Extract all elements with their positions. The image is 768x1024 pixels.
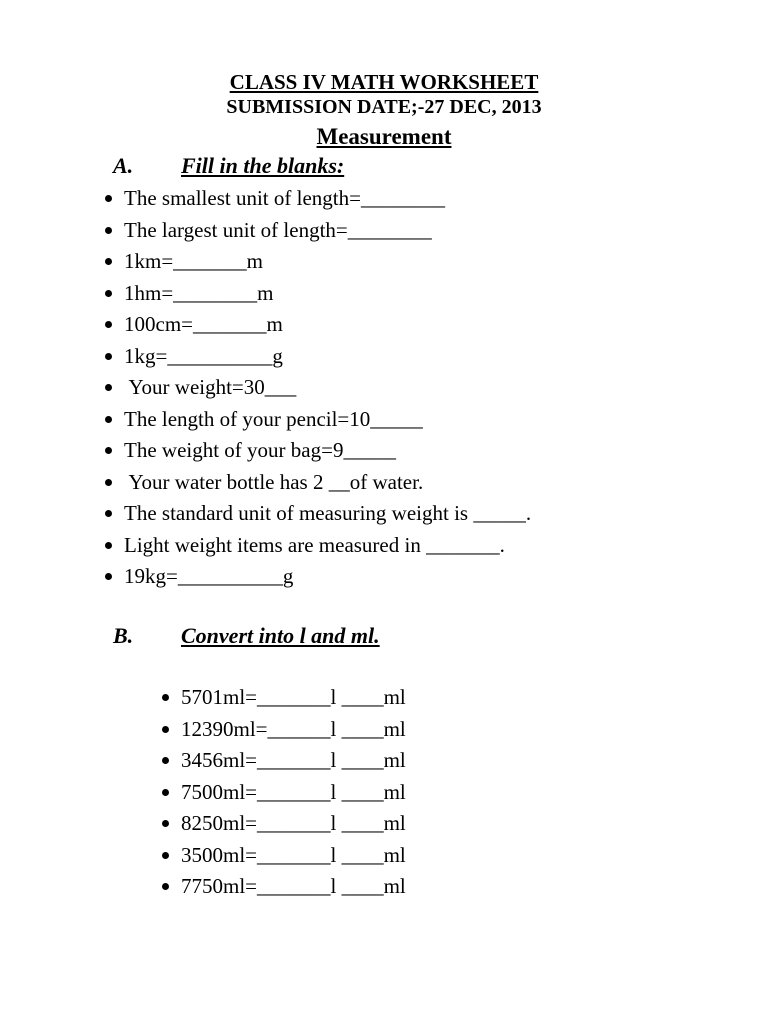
bullet-icon [162,883,169,890]
bullet-icon [105,416,112,423]
bullet-icon [105,510,112,517]
list-item [124,341,531,373]
section-b-list [181,682,406,903]
list-item [124,278,531,310]
bullet-icon [162,789,169,796]
list-item-text: Your water bottle has 2 __of water. [124,469,424,494]
bullet-icon [105,353,112,360]
topic-title: Measurement [316,124,452,149]
bullet-icon [105,227,112,234]
list-item [181,840,406,872]
section-b-title: Convert into l and ml. [181,623,380,648]
section-a-list [124,183,531,593]
bullet-icon [105,479,112,486]
list-item-text: 1kg=__________g [124,343,283,368]
list-item-text: 7500ml=_______l ____ml [181,779,406,804]
list-item [124,215,531,247]
list-item [181,745,406,777]
list-item-text: 12390ml=______l ____ml [181,716,406,741]
list-item [124,372,531,404]
list-item-text: The length of your pencil=10_____ [124,406,423,431]
list-item [124,404,531,436]
list-item [124,467,531,499]
bullet-icon [162,757,169,764]
list-item-text: 3500ml=_______l ____ml [181,842,406,867]
list-item [181,808,406,840]
list-item [124,498,531,530]
list-item [124,435,531,467]
list-item [124,561,531,593]
bullet-icon [105,447,112,454]
section-a-letter: A. [113,153,134,178]
list-item [181,682,406,714]
list-item-text: The standard unit of measuring weight is _____. [124,501,532,525]
list-item [124,309,531,341]
list-item-text: 5701ml=_______l ____ml [181,685,406,709]
bullet-icon [162,726,169,733]
bullet-icon [105,258,112,265]
list-item [124,530,531,562]
list-item-text: Your weight=30___ [124,375,297,399]
bullet-icon [105,542,112,549]
list-item-text: 19kg=__________g [124,564,294,588]
submission-date: SUBMISSION DATE;-27 DEC, 2013 [226,96,542,118]
bullet-icon [162,694,169,701]
bullet-icon [162,820,169,827]
list-item-text: Light weight items are measured in _______. [124,532,505,557]
bullet-icon [105,573,112,580]
list-item-text: 8250ml=_______l ____ml [181,811,406,835]
bullet-icon [105,321,112,328]
worksheet-title: CLASS IV MATH WORKSHEET [229,70,539,94]
list-item-text: 100cm=_______m [124,312,283,336]
list-item [124,183,531,215]
list-item-text: 7750ml=_______l ____ml [181,874,406,898]
list-item [124,246,531,278]
bullet-icon [105,195,112,202]
bullet-icon [105,290,112,297]
list-item-text: 1hm=________m [124,280,274,305]
list-item-text: 3456ml=_______l ____ml [181,748,406,772]
list-item-text: The weight of your bag=9_____ [124,438,396,462]
bullet-icon [162,852,169,859]
list-item [181,714,406,746]
list-item-text: The largest unit of length=________ [124,217,432,242]
section-b-letter: B. [113,623,134,648]
list-item-text: 1km=_______m [124,249,264,273]
list-item [181,871,406,903]
list-item [181,777,406,809]
bullet-icon [105,384,112,391]
section-a-title: Fill in the blanks: [181,153,345,178]
list-item-text: The smallest unit of length=________ [124,186,445,210]
